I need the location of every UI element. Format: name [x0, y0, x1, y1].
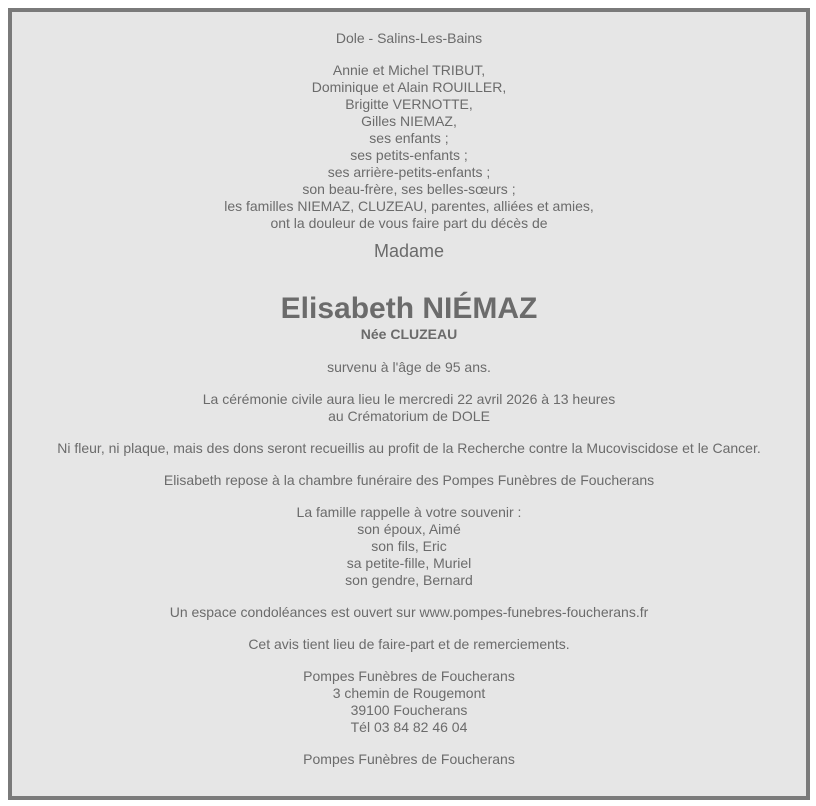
address-line: Tél 03 84 82 46 04 — [350, 719, 468, 735]
family-line: ont la douleur de vous faire part du décès de — [270, 215, 548, 231]
address-line: Pompes Funèbres de Foucherans — [303, 668, 515, 684]
memory-line: sa petite-fille, Muriel — [346, 555, 472, 571]
family-line: ses petits-enfants ; — [350, 147, 468, 163]
notice-line: Cet avis tient lieu de faire-part et de remerciements. — [248, 636, 570, 652]
location: Dole - Salins-Les-Bains — [335, 30, 483, 46]
family-line: son beau-frère, ses belles-sœurs ; — [302, 181, 516, 197]
signature: Pompes Funèbres de Foucherans — [303, 751, 515, 767]
ceremony-line: au Crématorium de DOLE — [328, 408, 490, 424]
family-line: ses arrière-petits-enfants ; — [327, 164, 491, 180]
family-line: Brigitte VERNOTTE, — [345, 96, 473, 112]
title: Madame — [373, 241, 445, 261]
ceremony-line: La cérémonie civile aura lieu le mercredi 22 avril 2026 à 13 heures — [202, 391, 616, 407]
age-line: survenu à l'âge de 95 ans. — [327, 359, 491, 375]
address-line: 39100 Foucherans — [350, 702, 468, 718]
memory-line: La famille rappelle à votre souvenir : — [296, 504, 522, 520]
family-line: les familles NIEMAZ, CLUZEAU, parentes, alliées et amies, — [224, 198, 594, 214]
memory-block — [12, 504, 806, 589]
condolences-line: Un espace condoléances est ouvert sur www.pompes-funebres-foucherans.fr — [169, 604, 649, 620]
memory-line: son gendre, Bernard — [345, 572, 473, 588]
rest-line: Elisabeth repose à la chambre funéraire des Pompes Funèbres de Foucherans — [163, 472, 655, 488]
deceased-name: Elisabeth NIÉMAZ — [280, 292, 538, 325]
donations-line: Ni fleur, ni plaque, mais des dons seront recueillis au profit de la Recherche contre la Mucoviscidose et le Cancer. — [57, 440, 761, 456]
family-line: ses enfants ; — [369, 130, 449, 146]
obituary-content — [12, 30, 806, 768]
family-line: Annie et Michel TRIBUT, — [332, 62, 486, 78]
memory-line: son fils, Eric — [371, 538, 447, 554]
maiden-name: Née CLUZEAU — [360, 326, 458, 342]
memory-line: son époux, Aimé — [357, 521, 461, 537]
family-block — [12, 62, 806, 232]
family-line: Dominique et Alain ROUILLER, — [311, 79, 507, 95]
obituary-frame — [8, 8, 810, 800]
address-line: 3 chemin de Rougemont — [332, 685, 486, 701]
funeral-home-address — [12, 668, 806, 736]
family-line: Gilles NIEMAZ, — [361, 113, 457, 129]
